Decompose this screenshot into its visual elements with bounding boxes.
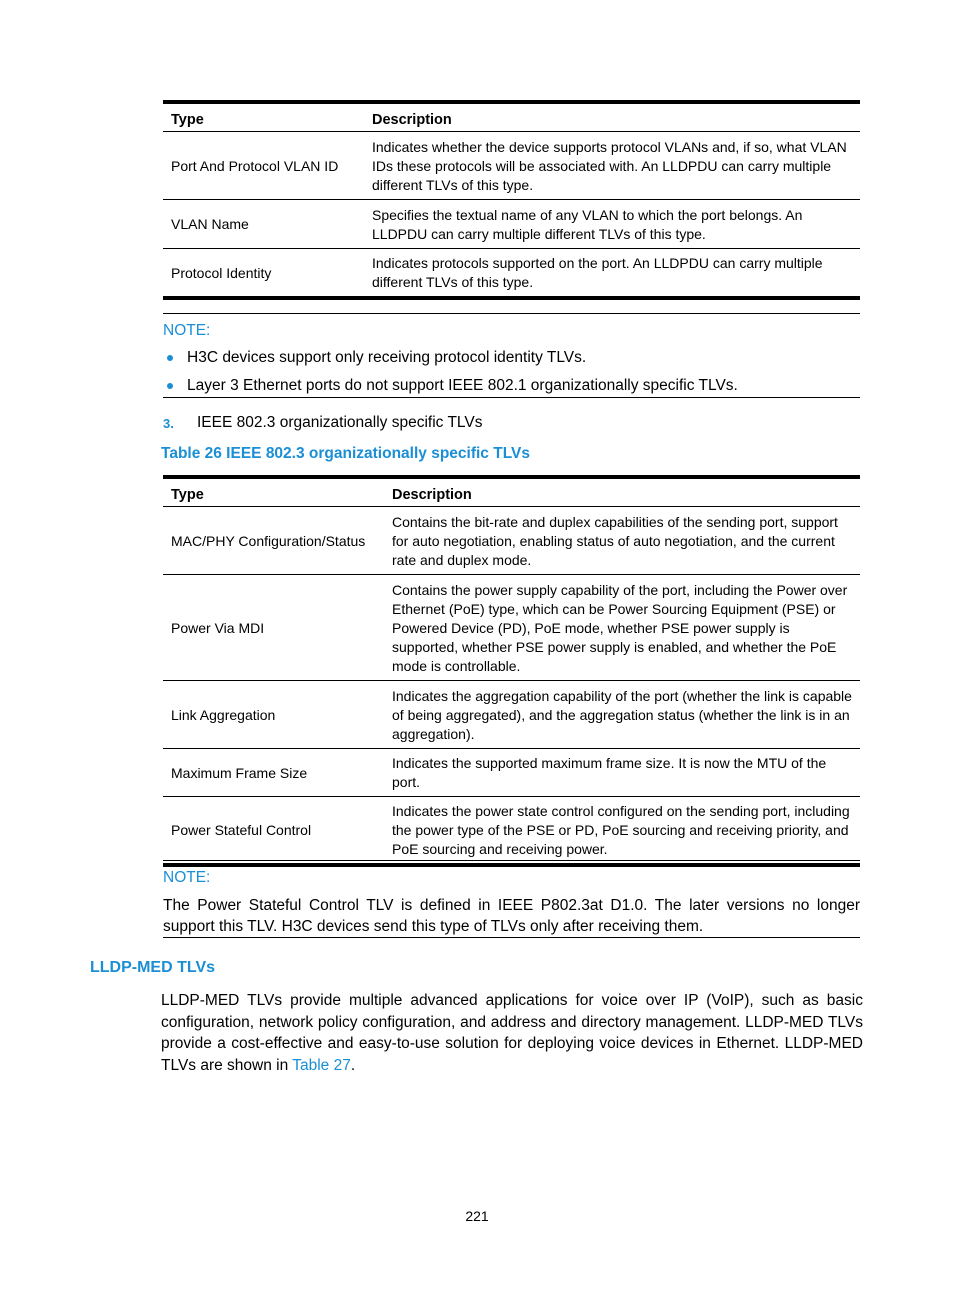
table-row bbox=[163, 749, 860, 797]
column-header-type: Type bbox=[163, 477, 384, 507]
section-paragraph: LLDP-MED TLVs provide multiple advanced applications for voice over IP (VoIP), such as basic configuration, network policy configuration, and address and directory management. LLDP-MED TLVs provide a cost-effective and easy-to-use solution for deploying voice devices in Ethernet. LLDP-MED TLVs are shown in Table 27. bbox=[161, 992, 863, 1074]
table-row bbox=[163, 507, 860, 575]
column-header-description: Description bbox=[364, 102, 860, 132]
tlv-table-8021 bbox=[163, 100, 860, 300]
step-number: 3. bbox=[163, 416, 174, 431]
description-cell: Indicates whether the device supports protocol VLANs and, if so, what VLAN IDs these protocols will be associated with. An LLDPDU can carry multiple different TLVs of this type. bbox=[372, 138, 847, 193]
type-cell: MAC/PHY Configuration/Status bbox=[171, 532, 366, 549]
step-item bbox=[163, 414, 483, 433]
list-item: H3C devices support only receiving protocol identity TLVs. bbox=[163, 344, 860, 372]
type-cell: Power Via MDI bbox=[163, 575, 384, 681]
table-row bbox=[163, 200, 860, 249]
type-cell: Power Stateful Control bbox=[163, 797, 384, 866]
bullet-icon bbox=[167, 355, 173, 361]
bullet-icon bbox=[167, 383, 173, 389]
note-label: NOTE: bbox=[163, 322, 211, 339]
description-cell: Contains the bit-rate and duplex capabilities of the sending port, support for auto negotiation, enabling status of auto negotiation, and the current rate and duplex mode. bbox=[392, 513, 838, 568]
table-row bbox=[163, 797, 860, 866]
description-cell: Indicates the supported maximum frame size. It is now the MTU of the port. bbox=[384, 749, 860, 797]
table-caption: Table 26 IEEE 802.3 organizationally specific TLVs bbox=[161, 445, 530, 462]
table-row bbox=[163, 132, 860, 200]
description-cell: Indicates protocols supported on the port. An LLDPDU can carry multiple different TLVs of this type. bbox=[364, 249, 860, 299]
tlv-table-8023 bbox=[163, 475, 860, 867]
note-text: The Power Stateful Control TLV is defined in IEEE P802.3at D1.0. The later versions no longer support this TLV. H3C devices send this type of TLVs only after receiving them. bbox=[163, 897, 860, 935]
note-box bbox=[163, 313, 860, 398]
type-cell: VLAN Name bbox=[163, 200, 364, 249]
table-row bbox=[163, 575, 860, 681]
description-cell: Indicates the power state control configured on the sending port, including the power type of the PSE or PD, PoE sourcing and receiving priority, and PoE sourcing and receiving power. bbox=[384, 797, 860, 866]
table-row bbox=[163, 249, 860, 299]
type-cell: Protocol Identity bbox=[163, 249, 364, 299]
page-number: 221 bbox=[465, 1208, 489, 1224]
description-cell: Specifies the textual name of any VLAN to which the port belongs. An LLDPDU can carry multiple different TLVs of this type. bbox=[364, 200, 860, 249]
type-cell: Link Aggregation bbox=[163, 681, 384, 749]
section-heading: LLDP-MED TLVs bbox=[90, 959, 216, 976]
column-header-description: Description bbox=[384, 477, 860, 507]
table-row bbox=[163, 681, 860, 749]
list-item: Layer 3 Ethernet ports do not support IEEE 802.1 organizationally specific TLVs. bbox=[163, 372, 860, 400]
type-cell: Port And Protocol VLAN ID bbox=[171, 157, 339, 174]
note-label: NOTE: bbox=[163, 869, 211, 886]
description-cell: Indicates the aggregation capability of the port (whether the link is capable of being aggregated), and the aggregation status (whether the link is in an aggregation). bbox=[384, 681, 860, 749]
note-box bbox=[163, 860, 860, 938]
description-cell: Contains the power supply capability of the port, including the Power over Ethernet (PoE) type, which can be Power Sourcing Equipment (PSE) or Powered Device (PD), PoE mode, whether PSE power supply is supported, whether PSE power supply is enabled, and whether the PoE mode is controllable. bbox=[384, 575, 860, 681]
type-cell: Maximum Frame Size bbox=[163, 749, 384, 797]
note-list bbox=[163, 344, 860, 400]
column-header-type: Type bbox=[163, 102, 364, 132]
table-27-link[interactable]: Table 27 bbox=[292, 1056, 351, 1074]
step-text: IEEE 802.3 organizationally specific TLVs bbox=[197, 414, 483, 431]
